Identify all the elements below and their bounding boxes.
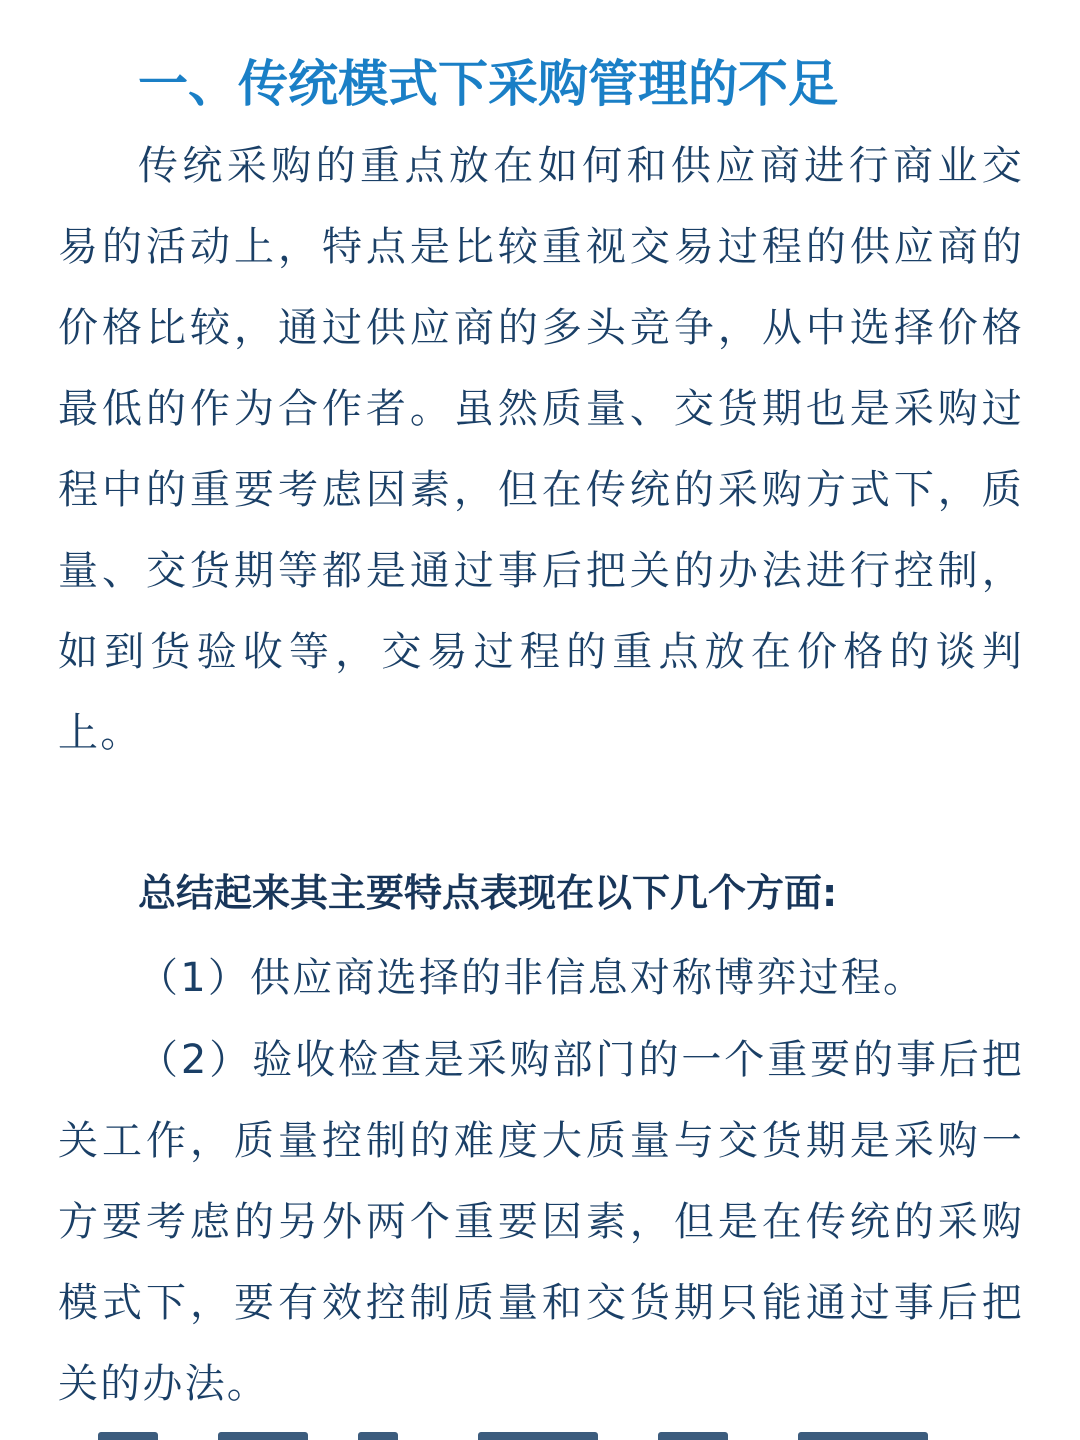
summary-heading: 总结起来其主要特点表现在以下几个方面: (138, 871, 838, 915)
list-item-1: （1）供应商选择的非信息对称博弈过程。 (138, 955, 926, 1001)
intro-paragraph: 传统采购的重点放在如何和供应商进行商业交易的活动上，特点是比较重视交易过程的供应商的价格比较，通过供应商的多头竞争，从中选择价格最低的作为合作者。虽然质量、交货期也是采购过程中的重要考虑因素，但在传统的采购方式下，质量、交货期等都是通过事后把关的办法进行控制，如到货验收等，交易过程的重点放在价格的谈判上。 (58, 143, 1024, 756)
list-item-2: （2）验收检查是采购部门的一个重要的事后把关工作，质量控制的难度大质量与交货期是采购一方要考虑的另外两个重要因素，但是在传统的采购模式下，要有效控制质量和交货期只能通过事后把关的办法。 (58, 1037, 1024, 1407)
cut-off-next-line (58, 1418, 958, 1440)
section-heading: 一、传统模式下采购管理的不足 (138, 55, 838, 113)
